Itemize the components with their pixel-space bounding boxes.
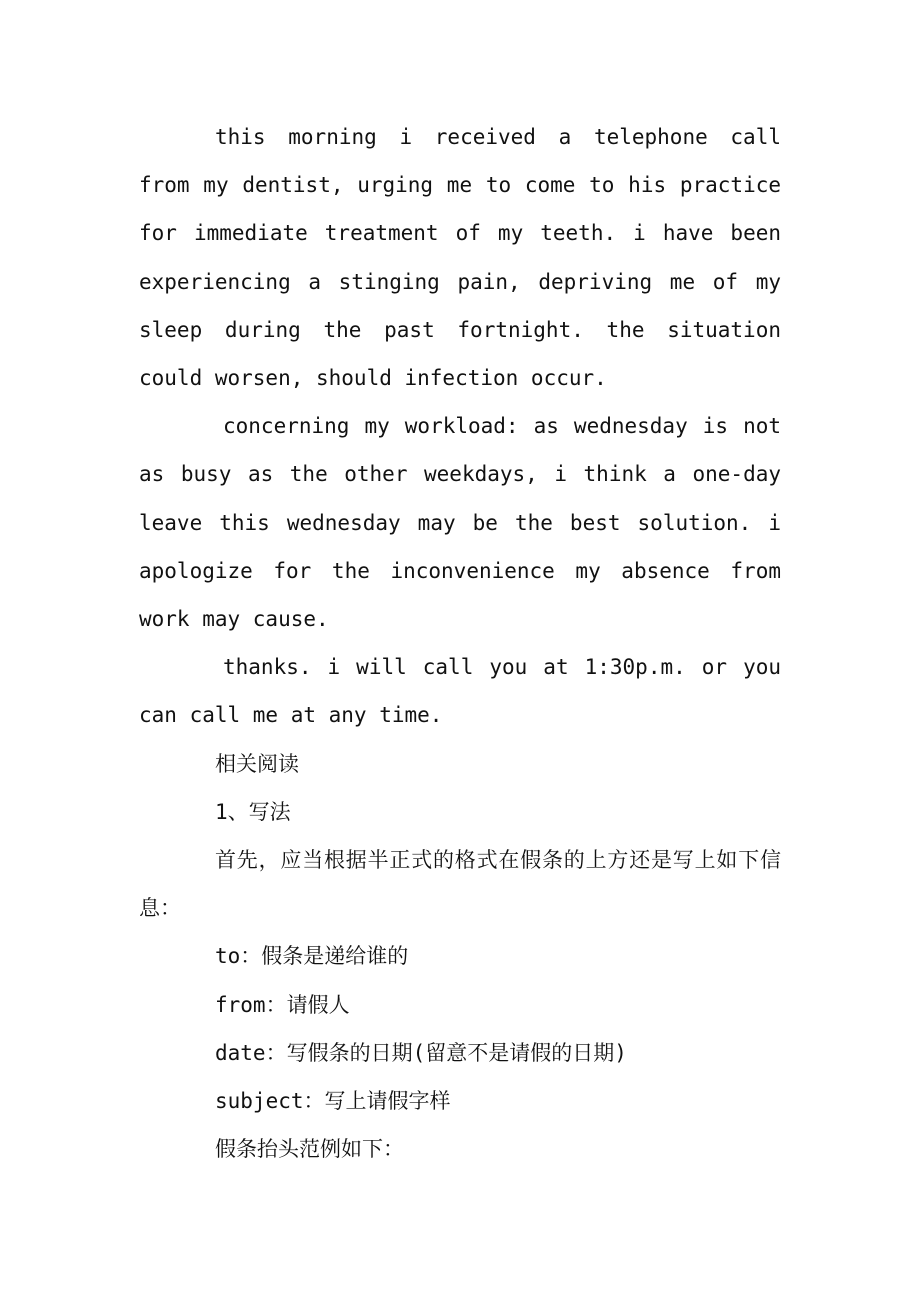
paragraph-example-intro: 假条抬头范例如下： xyxy=(215,1137,404,1162)
paragraph-dentist-call: this morning i received a telephone call from my dentist, urging me to come to his practice for immediate treatment of my teeth. i have been experiencing a stinging pain, depriving me of my sleep during the past fortnight. the situation could worsen, should infection occur. xyxy=(139,125,781,391)
paragraph-workload: concerning my workload: as wednesday is not as busy as the other weekdays, i think a one-day leave this wednesday may be the best solution. i apologize for the inconvenience my absence from work may cause. xyxy=(139,414,781,632)
paragraph-format-intro: 首先，应当根据半正式的格式在假条的上方还是写上如下信息： xyxy=(139,848,781,921)
paragraph-subject-field: subject：写上请假字样 xyxy=(215,1089,451,1114)
paragraph-thanks: thanks. i will call you at 1:30p.m. or you can call me at any time. xyxy=(139,655,781,728)
paragraph-date-field: date：写假条的日期(留意不是请假的日期) xyxy=(215,1040,627,1065)
section-heading-related-reading: 相关阅读 xyxy=(215,751,299,776)
section-heading-writing-method: 1、写法 xyxy=(215,799,291,824)
paragraph-to-field: to：假条是递给谁的 xyxy=(215,944,409,969)
paragraph-from-field: from：请假人 xyxy=(215,992,350,1017)
document-body xyxy=(139,113,781,1173)
